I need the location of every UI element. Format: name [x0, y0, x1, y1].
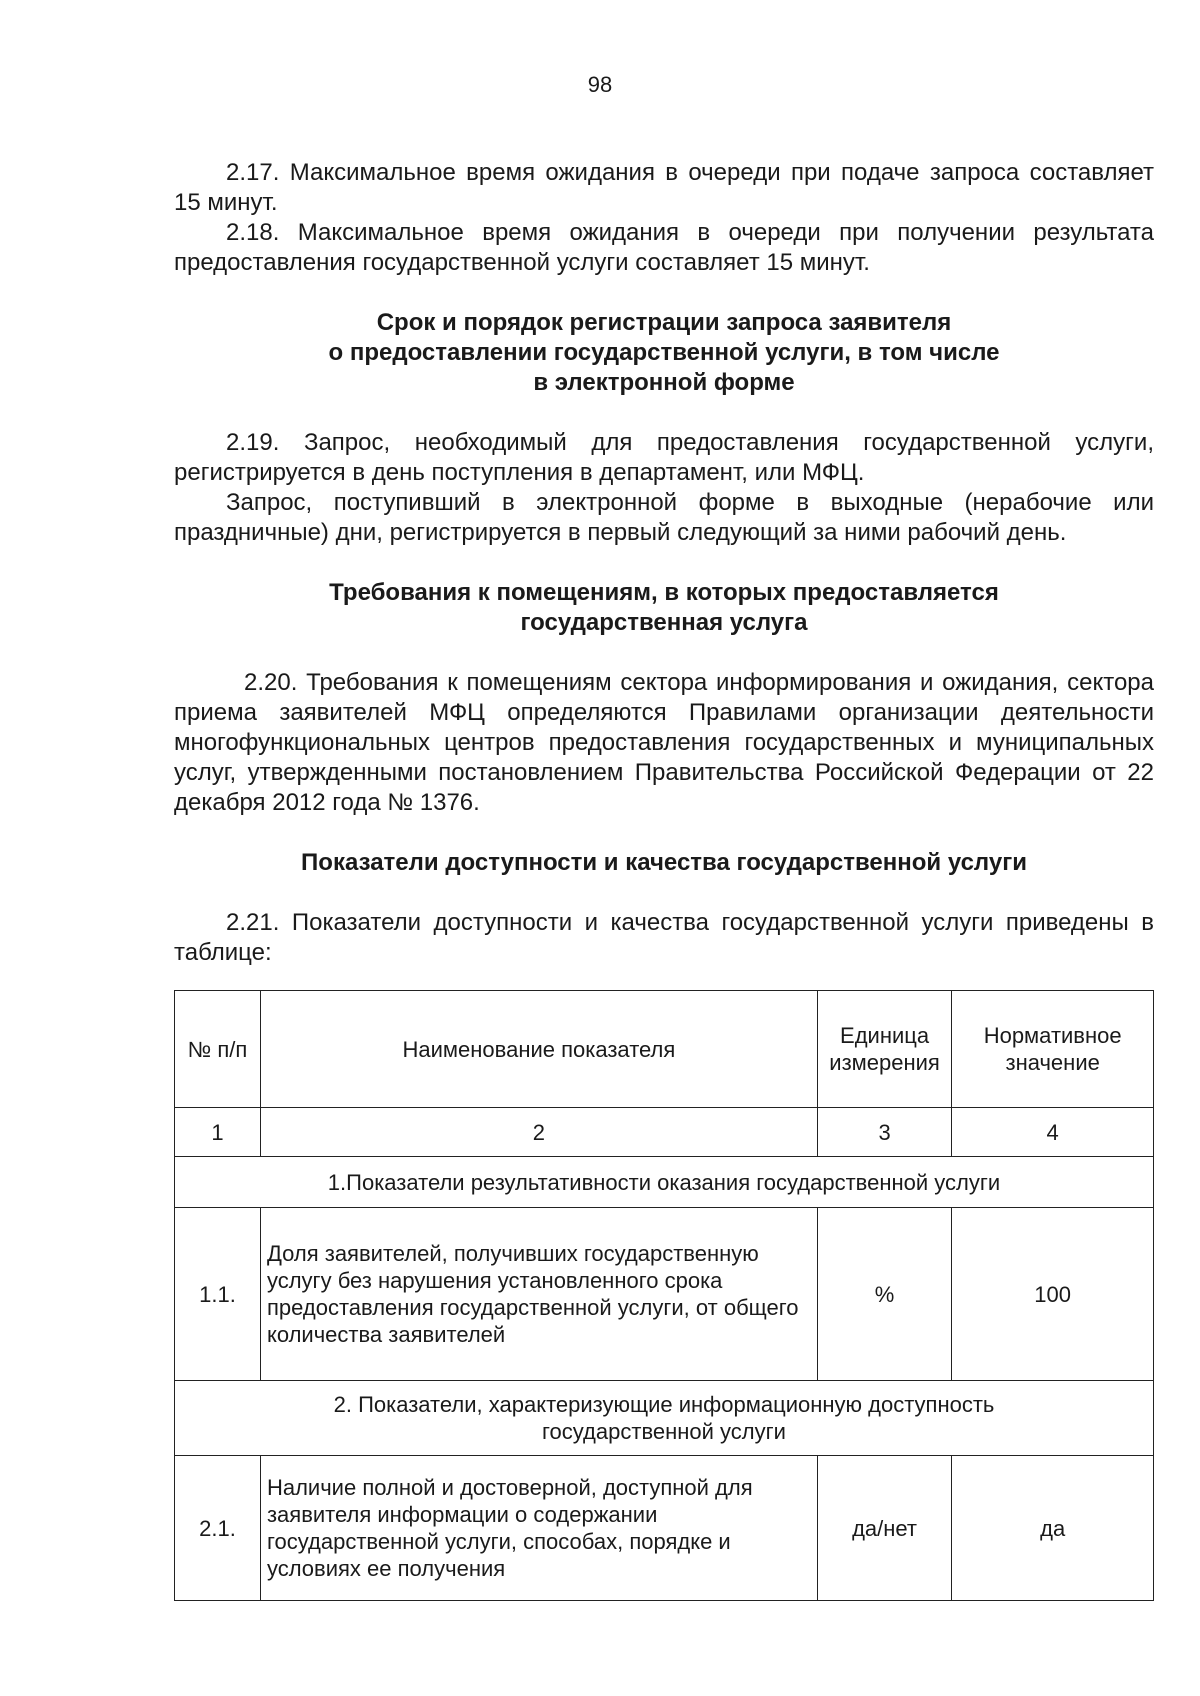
row-1-1-name: Доля заявителей, получивших государственную услугу без нарушения установленного срока предоставления государственной услуги, от общего количества заявителей [260, 1208, 817, 1381]
column-number-2: 2 [260, 1108, 817, 1157]
heading-registration [174, 308, 1154, 398]
paragraph-2-17: 2.17. Максимальное время ожидания в очереди при подаче запроса составляет 15 минут. [174, 159, 1154, 216]
section-2-title: 2. Показатели, характеризующие информационную доступность государственной услуги [175, 1381, 1154, 1456]
column-number-4: 4 [952, 1108, 1154, 1157]
indicators-table [174, 990, 1154, 1601]
row-2-1-name: Наличие полной и достоверной, доступной для заявителя информации о содержании государственной услуги, способах, порядке и условиях ее получения [260, 1456, 817, 1601]
heading-premises-line-2: государственная услуга [520, 609, 808, 636]
section-1-title: 1.Показатели результативности оказания государственной услуги [175, 1157, 1154, 1208]
column-number-3: 3 [817, 1108, 952, 1157]
row-1-1-value: 100 [952, 1208, 1154, 1381]
row-2-1-number: 2.1. [175, 1456, 261, 1601]
paragraph-2-18: 2.18. Максимальное время ожидания в очереди при получении результата предоставления государственной услуги составляет 15 минут. [174, 219, 1154, 276]
header-normative-value: Нормативное значение [952, 991, 1154, 1108]
header-unit: Единица измерения [817, 991, 952, 1108]
row-1-1-number: 1.1. [175, 1208, 261, 1381]
paragraph-2-19: 2.19. Запрос, необходимый для предоставления государственной услуги, регистрируется в день поступления в департамент, или МФЦ. [174, 429, 1154, 486]
column-number-row [175, 1108, 1154, 1157]
document-body [174, 158, 1154, 1601]
column-number-1: 1 [175, 1108, 261, 1157]
header-indicator-name: Наименование показателя [260, 991, 817, 1108]
heading-premises-line-1: Требования к помещениям, в которых предоставляется [329, 579, 999, 606]
page-number: 98 [587, 72, 613, 97]
table-row [175, 1456, 1154, 1601]
row-2-1-unit: да/нет [817, 1456, 952, 1601]
paragraph-2-21: 2.21. Показатели доступности и качества государственной услуги приведены в таблице: [174, 909, 1154, 966]
table-section-row [175, 1381, 1154, 1456]
row-2-1-value: да [952, 1456, 1154, 1601]
table-section-row [175, 1157, 1154, 1208]
heading-registration-line-3: в электронной форме [533, 369, 795, 396]
heading-indicators: Показатели доступности и качества государственной услуги [301, 849, 1027, 876]
heading-registration-line-2: о предоставлении государственной услуги, в том числе [328, 339, 1000, 366]
paragraph-2-19-electronic: Запрос, поступивший в электронной форме в выходные (нерабочие или праздничные) дни, регистрируется в первый следующий за ними рабочий день. [174, 489, 1154, 546]
heading-premises [174, 578, 1154, 638]
heading-registration-line-1: Срок и порядок регистрации запроса заявителя [376, 309, 952, 336]
row-1-1-unit: % [817, 1208, 952, 1381]
table-row [175, 1208, 1154, 1381]
table-header-row [175, 991, 1154, 1108]
header-number: № п/п [175, 991, 261, 1108]
paragraph-2-20: 2.20. Требования к помещениям сектора информирования и ожидания, сектора приема заявителей МФЦ определяются Правилами организации деятельности многофункциональных центров предоставления государственных и муниципальных услуг, утвержденными постановлением Правительства Российской Федерации от 22 декабря 2012 года № 1376. [174, 669, 1154, 816]
